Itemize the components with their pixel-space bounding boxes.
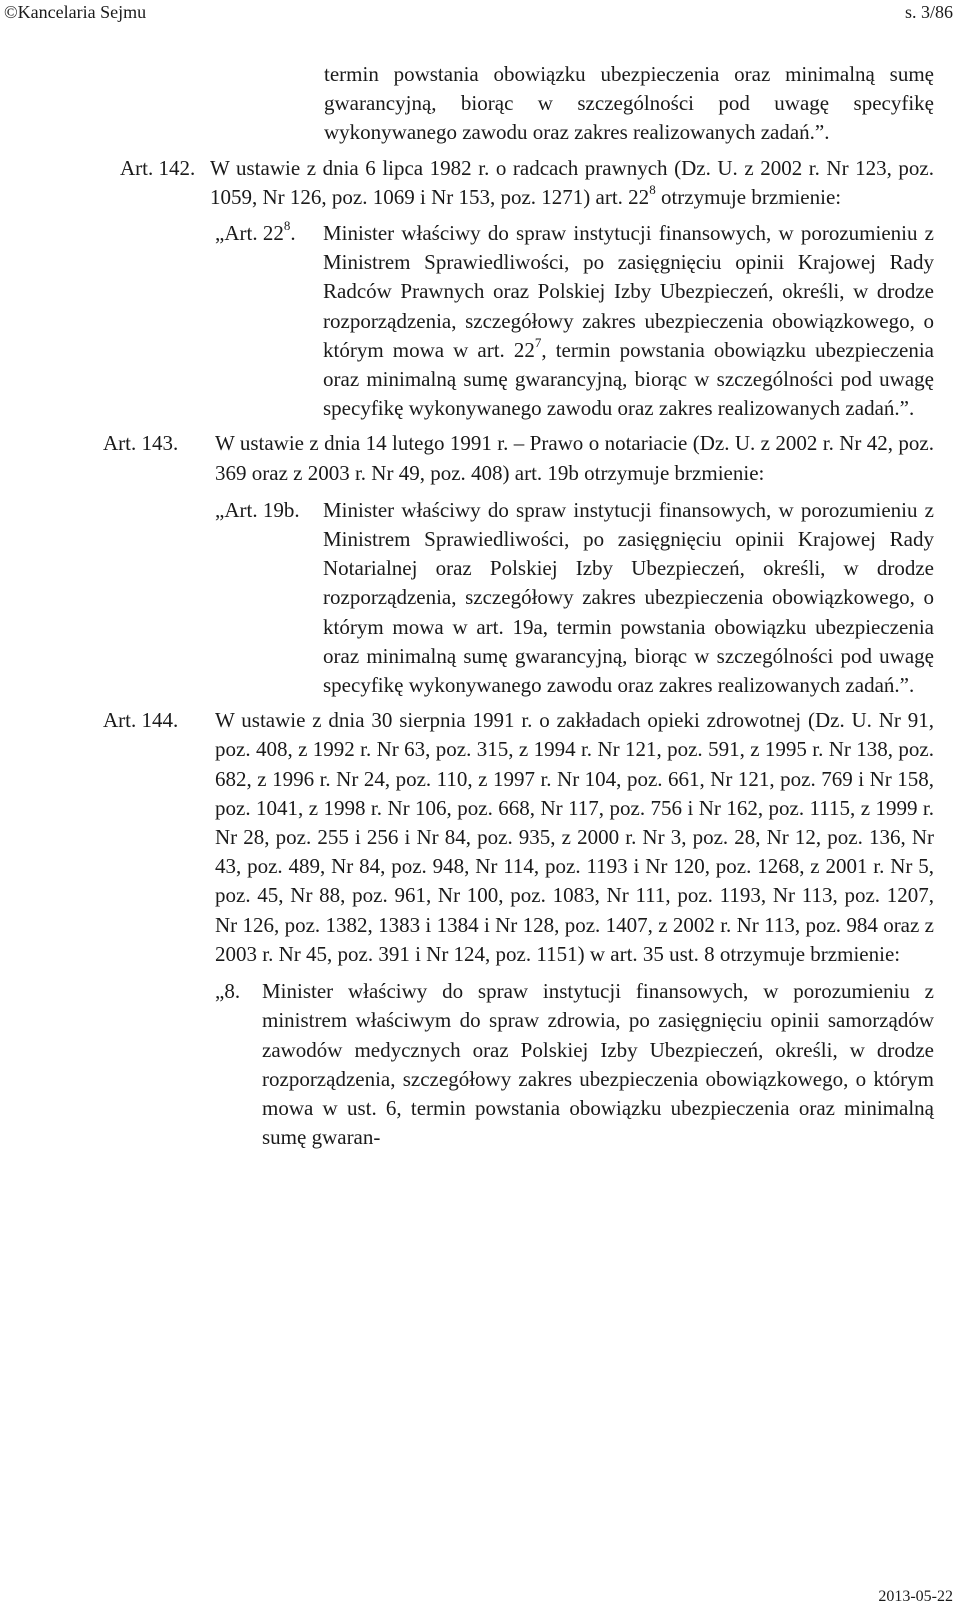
- article-142-amendment: [215, 218, 934, 423]
- amendment-142-text-end: , termin powstania obowiązku ubezpieczenia oraz minimalną sumę gwarancyjną, biorąc w szczególności pod uwagę specyfikę wykonywanego zawodu oraz zakres realizowanych zadań.”.: [323, 337, 934, 421]
- header-page-number: s. 3/86: [904, 2, 953, 22]
- article-142: [120, 154, 934, 212]
- footer-date: 2013-05-22: [878, 1588, 953, 1605]
- article-142-number: Art. 142.: [120, 155, 196, 180]
- article-144-amendment: [215, 977, 934, 1152]
- document-body: [0, 60, 960, 1152]
- article-144-number: Art. 144.: [103, 708, 179, 733]
- article-143-text: W ustawie z dnia 14 lutego 1991 r. – Prawo o notariacie (Dz. U. z 2002 r. Nr 42, poz. 369 oraz z 2003 r. Nr 49, poz. 408) art. 19b otrzymuje brzmienie:: [215, 431, 934, 485]
- continued-paragraph: [324, 60, 934, 148]
- amendment-143-text: Minister właściwy do spraw instytucji finansowych, w porozumieniu z Ministrem Sprawiedliwości, po zasięgnięciu opinii Krajowej Rady Notarialnej oraz Polskiej Izby Ubezpieczeń, określi, w drodze rozporządzenia, szczegółowy zakres ubezpieczenia obowiązkowego, o którym mowa w art. 19a, termin powstania obowiązku ubezpieczenia oraz minimalną sumę gwarancyjną, biorąc w szczególności pod uwagę specyfikę wykonywanego zawodu oraz zakres realizowanych zadań.”.: [323, 497, 934, 698]
- intro-text: termin powstania obowiązku ubezpieczenia oraz minimalną sumę gwarancyjną, biorąc w szczególności pod uwagę specyfikę wykonywanego zawodu oraz zakres realizowanych zadań.”.: [324, 62, 934, 145]
- header-copyright: ©Kancelaria Sejmu: [4, 2, 147, 22]
- article-143-number: Art. 143.: [103, 431, 179, 456]
- article-142-superscript: 8: [649, 181, 656, 197]
- article-142-text: W ustawie z dnia 6 lipca 1982 r. o radcach prawnych (Dz. U. z 2002 r. Nr 123, poz. 1059, Nr 126, poz. 1069 i Nr 153, poz. 1271) art. 22: [210, 155, 934, 209]
- amendment-144-text: Minister właściwy do spraw instytucji finansowych, w porozumieniu z ministrem właściwym do spraw zdrowia, po zasięgnięciu opinii samorządów zawodów medycznych oraz Polskiej Izby Ubezpieczeń, określi, w drodze rozporządzenia, szczegółowy zakres ubezpieczenia obowiązkowego, o którym mowa w ust. 6, termin powstania obowiązku ubezpieczenia oraz minimalną sumę gwaran-: [262, 979, 934, 1150]
- article-144-text: W ustawie z dnia 30 sierpnia 1991 r. o zakładach opieki zdrowotnej (Dz. U. Nr 91, poz. 408, z 1992 r. Nr 63, poz. 315, z 1994 r. Nr 121, poz. 591, z 1995 r. Nr 138, poz. 682, z 1996 r. Nr 24, poz. 110, z 1997 r. Nr 104, poz. 661, Nr 121, poz. 769 i Nr 158, poz. 1041, z 1998 r. Nr 106, poz. 668, Nr 117, poz. 756 i Nr 162, poz. 1115, z 1999 r. Nr 28, poz. 255 i 256 i Nr 84, poz. 935, z 2000 r. Nr 3, poz. 28, Nr 12, poz. 136, Nr 43, poz. 489, Nr 84, poz. 948, Nr 114, poz. 1193 i Nr 120, poz. 1268, z 2001 r. Nr 5, poz. 45, Nr 88, poz. 961, Nr 100, poz. 1083, Nr 111, poz. 1193, Nr 113, poz. 1207, Nr 126, poz. 1382, 1383 i 1384 i Nr 128, poz. 1407, z 2002 r. Nr 113, poz. 984 oraz z 2003 r. Nr 45, poz. 391 i Nr 124, poz. 1151) w art. 35 ust. 8 otrzymuje brzmienie:: [215, 708, 934, 966]
- article-143: [103, 429, 934, 487]
- amendment-144-heading: „8.: [215, 979, 241, 1004]
- article-142-text-end: otrzymuje brzmienie:: [655, 184, 842, 209]
- article-143-amendment: [215, 496, 934, 700]
- amendment-142-superscript: 7: [534, 334, 542, 350]
- amendment-142-heading: „Art. $22^8$.: [215, 218, 296, 246]
- amendment-142-text: Minister właściwy do spraw instytucji finansowych, w porozumieniu z Ministrem Sprawiedliwości, po zasięgnięciu opinii Krajowej Rady Radców Prawnych oraz Polskiej Izby Ubezpieczeń, określi, w drodze rozporządzenia, szczegółowy zakres ubezpieczenia obowiązkowego, o którym mowa w art. 22: [323, 221, 934, 362]
- amendment-143-heading: „Art. 19b.: [215, 497, 300, 522]
- article-144: [103, 706, 934, 969]
